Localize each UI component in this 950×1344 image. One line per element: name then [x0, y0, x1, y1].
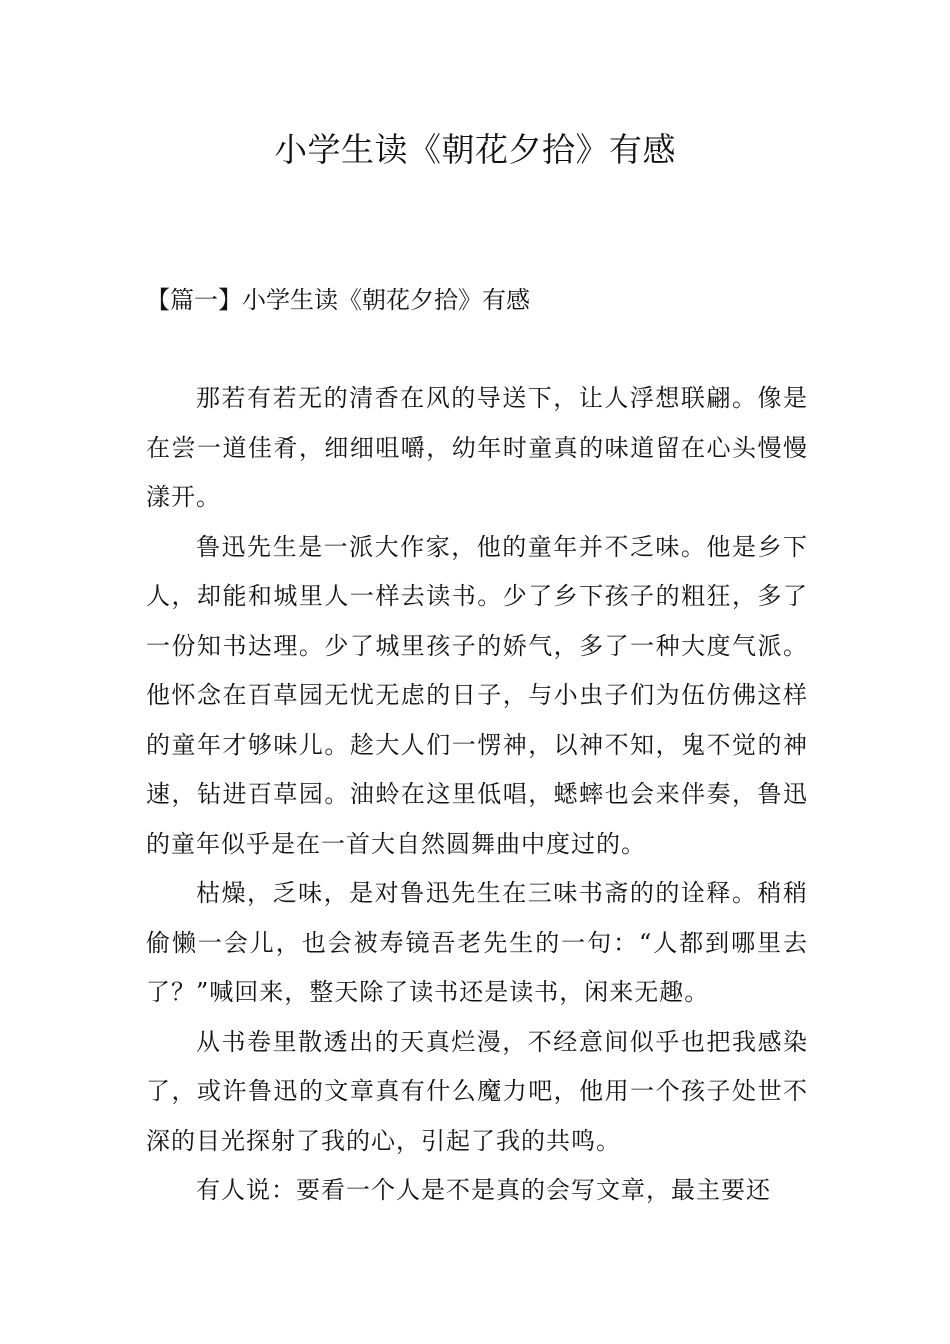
paragraph-1: 那若有若无的清香在风的导送下，让人浮想联翩。像是在尝一道佳肴，细细咀嚼，幼年时童真的味道留在心头慢慢漾开。: [146, 384, 808, 511]
paragraph-2: 鲁迅先生是一派大作家，他的童年并不乏味。他是乡下人，却能和城里人一样去读书。少了乡下孩子的粗狂，多了一份知书达理。少了城里孩子的娇气，多了一种大度气派。他怀念在百草园无忧无虑的日子，与小虫子们为伍仿佛这样的童年才够味儿。趁大人们一愣神，以神不知，鬼不觉的神速，钻进百草园。油蛉在这里低唱，蟋蟀也会来伴奏，鲁迅的童年似乎是在一首大自然圆舞曲中度过的。: [146, 532, 808, 858]
document-title: 小学生读《朝花夕拾》有感: [274, 130, 676, 169]
paragraph-5: 有人说：要看一个人是不是真的会写文章，最主要还: [196, 1176, 771, 1204]
paragraph-4: 从书卷里散透出的天真烂漫，不经意间似乎也把我感染了，或许鲁迅的文章真有什么魔力吧，他用一个孩子处世不深的目光探射了我的心，引起了我的共鸣。: [146, 1027, 808, 1155]
section-heading: 【篇一】小学生读《朝花夕拾》有感: [146, 286, 530, 314]
paragraph-3: 枯燥，乏味，是对鲁迅先生在三味书斋的的诠释。稍稍偷懒一会儿，也会被寿镜吾老先生的一句：“人都到哪里去了？”喊回来，整天除了读书还是读书，闲来无趣。: [146, 879, 808, 1006]
document-body: [146, 374, 808, 1216]
